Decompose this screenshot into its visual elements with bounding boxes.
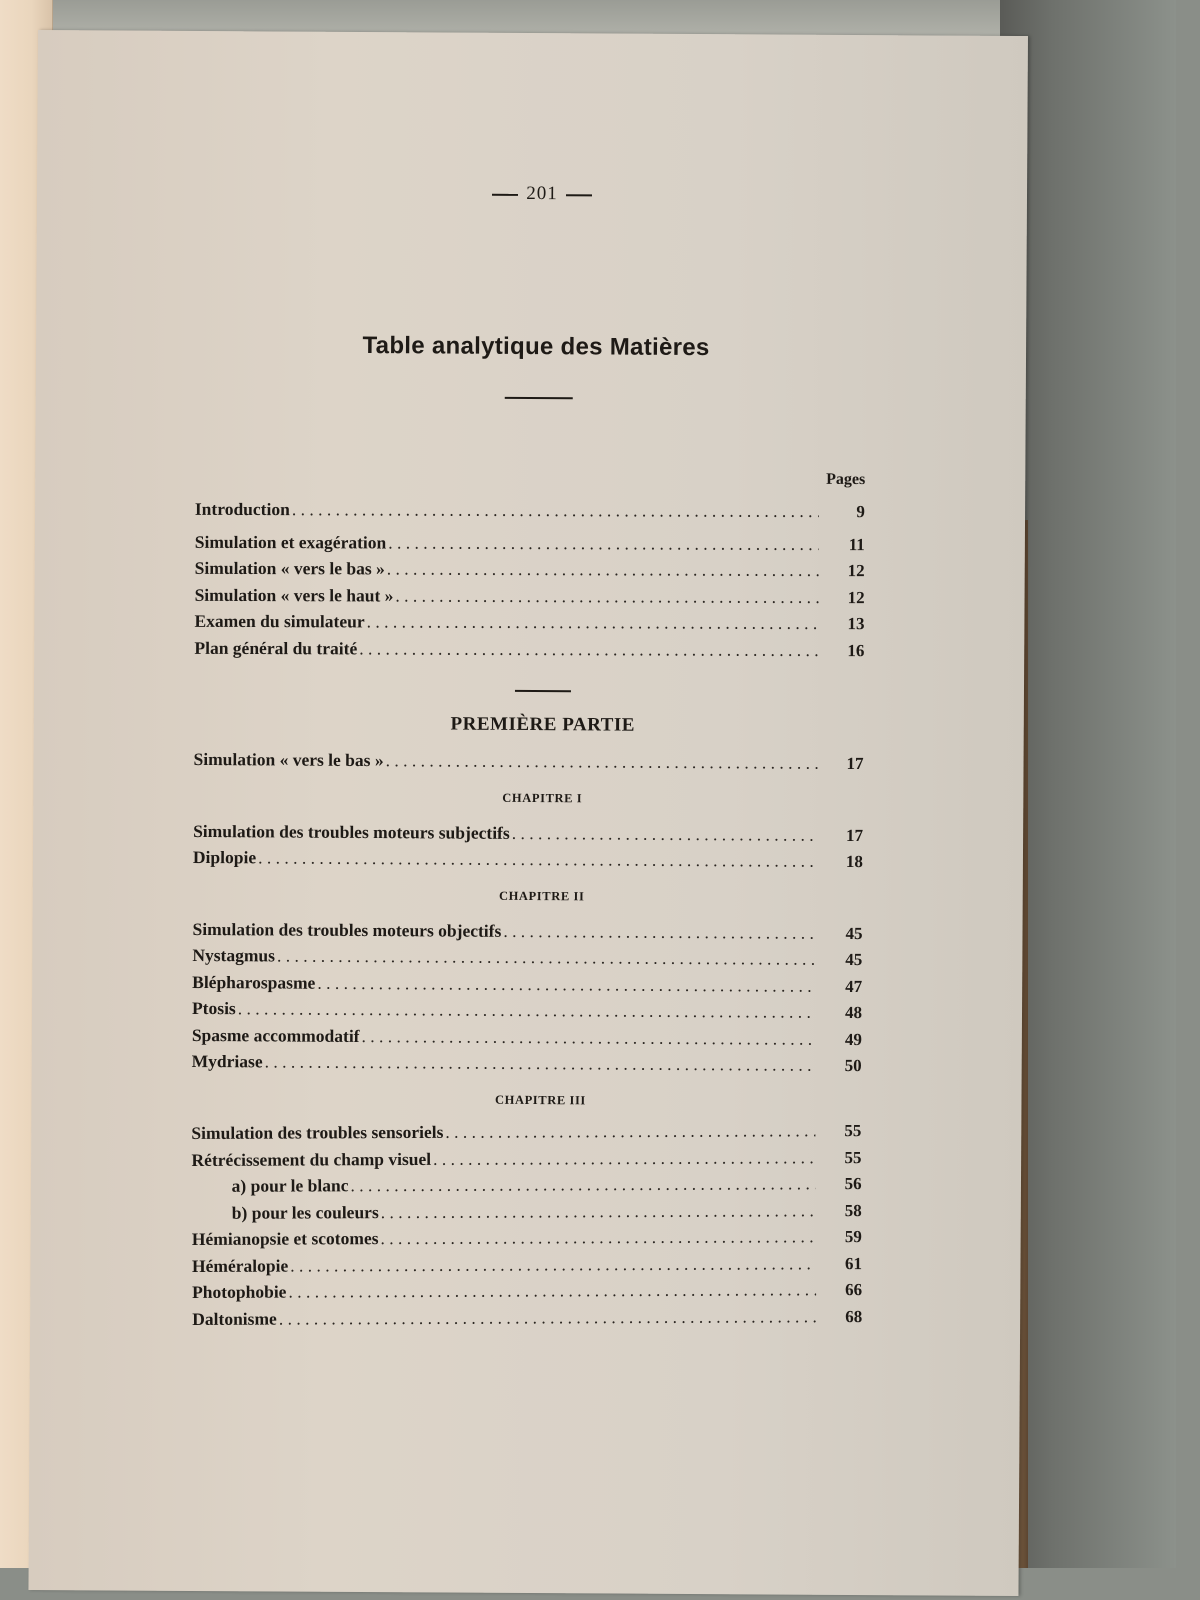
dot-leader: [288, 1276, 816, 1305]
entry-label: Rétrécissement du champ visuel: [191, 1147, 432, 1169]
entry-label: Simulation des troubles moteurs subjectifs: [193, 820, 510, 843]
intro-section: [194, 496, 865, 663]
page-number-value: 201: [526, 182, 558, 205]
toc-entry: [192, 968, 863, 998]
toc-entry: [192, 915, 863, 945]
entry-label: a) pour le blanc: [231, 1174, 349, 1196]
entry-page: 48: [844, 1002, 863, 1023]
entry-label: Introduction: [194, 498, 290, 520]
dot-leader: [361, 1022, 815, 1051]
dot-leader: [317, 969, 816, 999]
entry-page: 17: [846, 753, 864, 774]
entry-label: Simulation des troubles sensoriels: [191, 1121, 444, 1143]
folio-dash-left: [492, 193, 518, 195]
entry-label: Simulation des troubles moteurs objectifs: [192, 918, 502, 941]
dot-leader: [359, 635, 818, 663]
toc-entry: [191, 1021, 862, 1051]
toc-entry: [193, 746, 864, 776]
toc-entry: [194, 528, 865, 557]
entry-page: 56: [844, 1173, 862, 1193]
part-heading: PREMIÈRE PARTIE: [450, 713, 636, 736]
entry-label: b) pour les couleurs: [231, 1201, 379, 1222]
entry-page: 50: [844, 1055, 862, 1076]
entry-page: 45: [845, 923, 863, 943]
entry-label: Diplopie: [192, 846, 257, 868]
entry-page: 58: [844, 1200, 862, 1220]
entry-page: 66: [845, 1279, 863, 1299]
entry-label: Plan général du traité: [194, 637, 358, 658]
entry-page: 55: [844, 1147, 862, 1167]
toc-entry: [194, 581, 865, 610]
entry-label: Nystagmus: [192, 944, 276, 966]
dot-leader: [512, 819, 818, 847]
pages-column-label: Pages: [826, 470, 866, 489]
entry-label: Blépharospasme: [192, 971, 316, 993]
dot-leader: [386, 747, 818, 776]
entry-page: 59: [844, 1226, 862, 1246]
dot-leader: [350, 1170, 815, 1199]
entry-page: 18: [845, 851, 863, 872]
toc-entry: [192, 1276, 863, 1305]
toc-entry: [191, 1249, 863, 1278]
entry-page: 49: [844, 1029, 862, 1049]
toc-entry: [194, 608, 865, 637]
toc-entry: [191, 1143, 862, 1172]
entry-page: 55: [844, 1120, 862, 1140]
entry-label: Examen du simulateur: [194, 610, 365, 632]
toc-entry: [191, 1048, 862, 1078]
entry-page: 11: [848, 534, 865, 554]
toc-entry: [191, 1117, 862, 1146]
dot-leader: [387, 555, 819, 583]
entry-label: Héméralopie: [191, 1254, 289, 1275]
entry-page: 47: [845, 976, 863, 996]
toc-entry: [194, 555, 865, 584]
dot-leader: [367, 608, 819, 636]
toc-entry: [192, 844, 863, 874]
toc-entry: [192, 1196, 862, 1225]
page-title: Table analytique des Matières: [362, 331, 710, 362]
dot-leader: [395, 582, 818, 610]
folio-dash-right: [566, 194, 592, 196]
dot-leader: [290, 1249, 816, 1278]
toc-entry: [194, 496, 865, 525]
entry-label: Ptosis: [191, 997, 236, 1019]
dot-leader: [258, 844, 817, 874]
toc-entry: [192, 942, 863, 972]
dot-leader: [433, 1143, 815, 1171]
entry-label: Hémianopsie et scotomes: [191, 1227, 379, 1249]
book-page: [28, 30, 1028, 1596]
toc-content: [190, 181, 866, 1335]
toc-entry: [191, 995, 863, 1025]
part-section: [190, 746, 864, 1335]
dot-leader: [381, 1196, 816, 1224]
toc-entry: [194, 634, 865, 663]
toc-entry: [192, 1170, 862, 1199]
dot-leader: [238, 995, 816, 1025]
dot-leader: [388, 529, 819, 557]
entry-page: 12: [847, 561, 865, 581]
chapter-heading: CHAPITRE I: [502, 790, 583, 805]
toc-entry: [192, 1302, 863, 1331]
entry-label: Spasme accommodatif: [191, 1024, 360, 1046]
entry-page: 13: [847, 614, 865, 634]
entry-page: 12: [847, 587, 865, 607]
dot-leader: [445, 1117, 815, 1145]
entry-page: 68: [845, 1306, 863, 1326]
entry-label: Simulation « vers le bas »: [193, 748, 384, 771]
entry-label: Simulation et exagération: [194, 531, 387, 552]
entry-page: 61: [844, 1253, 863, 1273]
dot-leader: [265, 1048, 816, 1078]
chapter-heading: CHAPITRE II: [498, 888, 585, 903]
entry-label: Simulation « vers le bas »: [194, 557, 385, 579]
page-number: [237, 181, 847, 207]
title-rule: [505, 397, 573, 399]
dot-leader: [380, 1223, 815, 1251]
dot-leader: [503, 917, 816, 945]
entry-page: 45: [845, 949, 863, 970]
chapter-heading: CHAPITRE III: [494, 1092, 586, 1107]
dot-leader: [292, 496, 819, 524]
dot-leader: [277, 942, 816, 972]
chapter-3-entries: [191, 1117, 863, 1332]
entry-label: Simulation « vers le haut »: [194, 584, 394, 606]
toc-entry: [193, 817, 864, 847]
entry-label: Photophobie: [192, 1281, 287, 1302]
entry-page: 17: [846, 825, 864, 845]
entry-page: 9: [856, 502, 865, 522]
toc-entry: [191, 1223, 862, 1252]
entry-label: Mydriase: [191, 1050, 263, 1072]
part-rule: [515, 690, 571, 692]
dot-leader: [279, 1302, 817, 1331]
entry-label: Daltonisme: [192, 1307, 277, 1328]
entry-page: 16: [847, 640, 865, 660]
